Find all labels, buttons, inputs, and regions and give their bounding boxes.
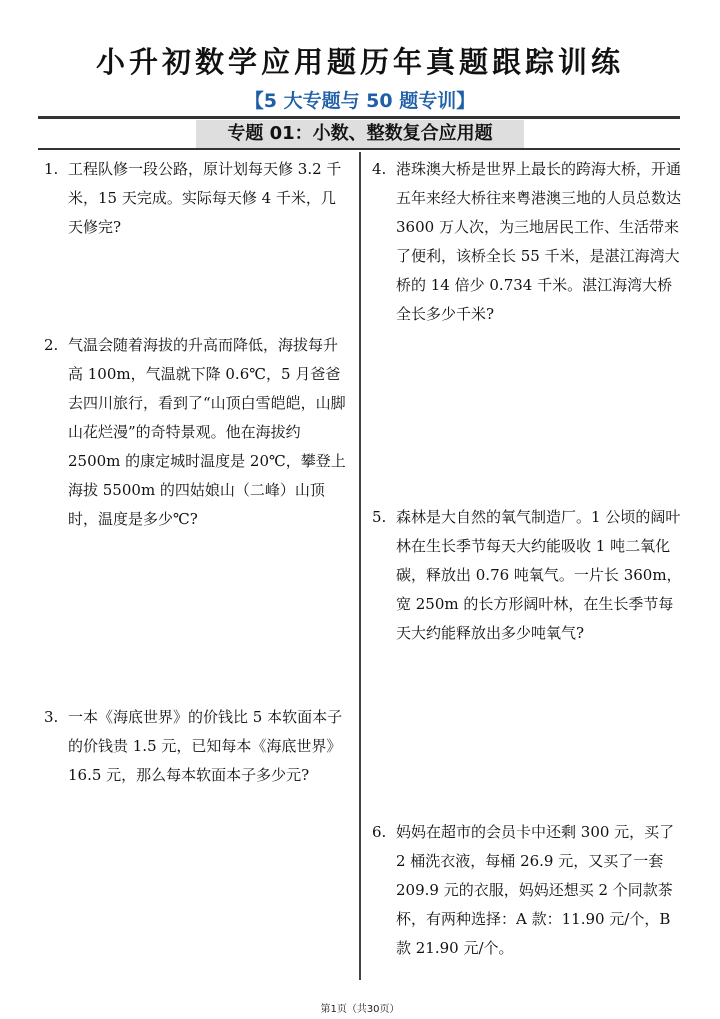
page-footer: 第1页（共30页）	[320, 1004, 400, 1015]
page-title: 小升初数学应用题历年真题跟踪训练	[95, 45, 624, 79]
question-6	[372, 818, 682, 963]
question-text: 气温会随着海拔的升高而降低，海拔每升高 100m，气温就下降 0.6℃，5 月爸爸去四川旅行，看到了“山顶白雪皑皑，山脚山花烂漫”的奇特景观。他在海拔约 2500m 的康定城时温度是 20℃，攀登上海拔 5500m 的四姑娘山（二峰）山顶时，温度是多少℃?	[68, 336, 346, 528]
question-number: 3.	[44, 708, 59, 726]
page-subtitle: 【5 大专题与 50 题专训】	[244, 90, 476, 112]
question-number: 2.	[44, 336, 59, 354]
question-text: 妈妈在超市的会员卡中还剩 300 元，买了 2 桶洗衣液，每桶 26.9 元，又买了一套 209.9 元的衣服，妈妈还想买 2 个同款茶杯，有两种选择：A 款：11.90 元/个，B 款 21.90 元/个。	[396, 823, 675, 957]
question-5	[372, 503, 682, 648]
question-text: 一本《海底世界》的价钱比 5 本软面本子的价钱贵 1.5 元，已知每本《海底世界》16.5 元，那么每本软面本子多少元?	[68, 708, 343, 784]
question-text: 工程队修一段公路，原计划每天修 3.2 千米，15 天完成。实际每天修 4 千米，几天修完?	[68, 160, 342, 236]
column-divider	[359, 152, 361, 980]
topic-heading: 专题 01：小数、整数复合应用题	[227, 123, 493, 144]
question-number: 5.	[372, 508, 387, 526]
question-text: 港珠澳大桥是世界上最长的跨海大桥，开通五年来经大桥往来粤港澳三地的人员总数达 3600 万人次，为三地居民工作、生活带来了便利，该桥全长 55 千米，是湛江海湾大桥的 14 倍少 0.734 千米。湛江海湾大桥全长多少千米?	[396, 160, 682, 323]
question-text: 森林是大自然的氧气制造厂。1 公顷的阔叶林在生长季节每天大约能吸收 1 吨二氧化碳，释放出 0.76 吨氧气。一片长 360m，宽 250m 的长方形阔叶林，在生长季节每天大约能释放出多少吨氧气?	[396, 508, 682, 642]
question-number: 6.	[372, 823, 387, 841]
question-2	[44, 331, 350, 534]
question-4	[372, 155, 682, 329]
header-rule-bottom	[38, 148, 680, 150]
question-number: 1.	[44, 160, 59, 178]
question-number: 4.	[372, 160, 387, 178]
question-1	[44, 155, 350, 242]
question-3	[44, 703, 350, 790]
header-rule-top	[38, 116, 680, 119]
